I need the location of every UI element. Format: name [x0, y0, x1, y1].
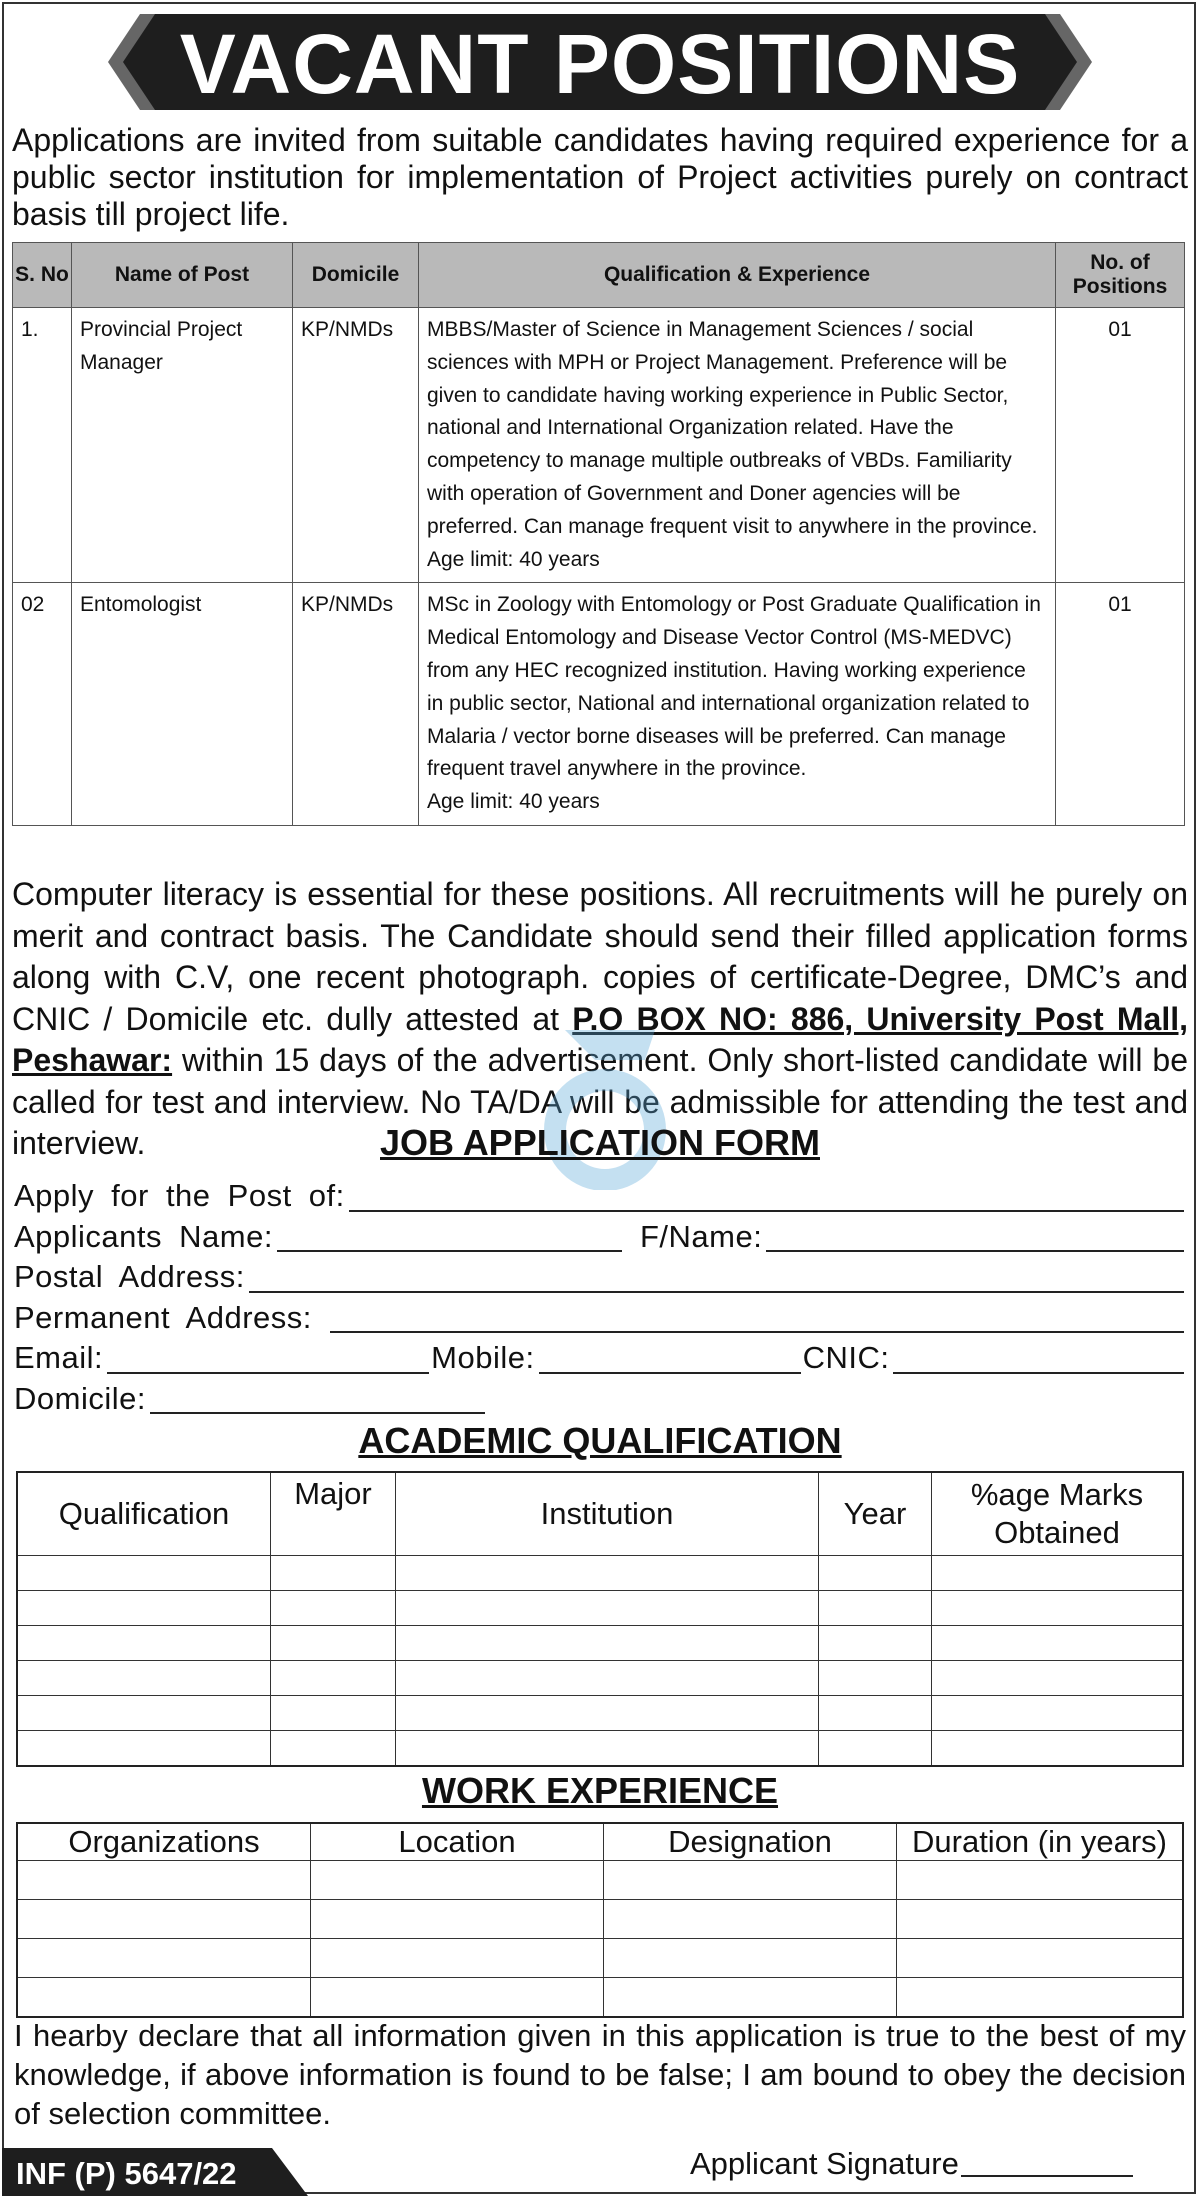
academic-cell[interactable]	[17, 1661, 271, 1696]
form-row-name	[14, 1217, 1186, 1258]
academic-row	[17, 1661, 1183, 1696]
academic-cell[interactable]	[396, 1591, 819, 1626]
apply-for-field[interactable]	[349, 1182, 1184, 1212]
work-row	[17, 1978, 1183, 2018]
work-cell[interactable]	[311, 1861, 604, 1900]
applicant-name-field[interactable]	[277, 1222, 622, 1252]
page-title: VACANT POSITIONS	[179, 17, 1021, 111]
form-row-permanent	[14, 1298, 1186, 1339]
instructions-part-1: Computer literacy is essential for these positions. All recruitments will he purely on merit and contract basis. The Candidate should send their filled application forms along with C.V, one recent photograph. copies of certificate-Degree, DMC’s and CNIC / Domicile etc. dully attested at	[12, 876, 1188, 1037]
form-row-domicile	[14, 1379, 1186, 1420]
academic-cell[interactable]	[271, 1696, 396, 1731]
academic-cell[interactable]	[932, 1626, 1184, 1661]
academic-row	[17, 1731, 1183, 1767]
row-post: Entomologist	[72, 583, 293, 826]
row-post: Provincial Project Manager	[72, 308, 293, 583]
age-limit: Age limit: 40 years	[427, 547, 600, 571]
mobile-field[interactable]	[539, 1344, 801, 1374]
work-header-organizations: Organizations	[17, 1823, 311, 1861]
academic-cell[interactable]	[396, 1661, 819, 1696]
application-form	[14, 1176, 1186, 1419]
work-cell[interactable]	[604, 1939, 897, 1978]
work-cell[interactable]	[897, 1861, 1184, 1900]
academic-cell[interactable]	[819, 1556, 932, 1591]
work-row	[17, 1939, 1183, 1978]
postal-address-label: Postal Address:	[14, 1259, 245, 1294]
row-positions: 01	[1056, 308, 1185, 583]
work-cell[interactable]	[897, 1900, 1184, 1939]
applicant-name-label: Applicants Name:	[14, 1218, 273, 1254]
work-header-designation: Designation	[604, 1823, 897, 1861]
academic-cell[interactable]	[932, 1556, 1184, 1591]
academic-cell[interactable]	[932, 1591, 1184, 1626]
work-cell[interactable]	[604, 1861, 897, 1900]
instructions-part-2: within 15 days of the advertisement. Only short-listed candidate will be called for test and interview. No TA/DA will be admissible for attending the test and interview.	[12, 1042, 1189, 1161]
academic-header-major: Major	[271, 1472, 396, 1556]
academic-cell[interactable]	[819, 1696, 932, 1731]
intro-paragraph: Applications are invited from suitable candidates having required experience for a public sector institution for implementation of Project activities purely on contract basis till project life.	[12, 122, 1188, 232]
academic-header-row	[17, 1472, 1183, 1556]
work-cell[interactable]	[311, 1900, 604, 1939]
academic-cell[interactable]	[932, 1731, 1184, 1767]
academic-cell[interactable]	[819, 1731, 932, 1767]
row-sno: 02	[13, 583, 72, 826]
declaration-text: I hearby declare that all information given in this application is true to the best of my knowledge, if above information is found to be false; I am bound to obey the decision of selection committee.	[14, 2018, 1186, 2131]
row-domicile: KP/NMDs	[293, 583, 419, 826]
mobile-label: Mobile:	[431, 1340, 535, 1375]
academic-cell[interactable]	[271, 1591, 396, 1626]
academic-row	[17, 1696, 1183, 1731]
age-limit: Age limit: 40 years	[427, 790, 600, 814]
work-header-row	[17, 1823, 1183, 1861]
work-cell[interactable]	[897, 1978, 1184, 2018]
form-title: JOB APPLICATION FORM	[380, 1122, 820, 1163]
table-row	[13, 308, 1185, 583]
permanent-address-field[interactable]	[330, 1303, 1184, 1333]
academic-cell[interactable]	[271, 1556, 396, 1591]
academic-cell[interactable]	[932, 1661, 1184, 1696]
form-row-post	[14, 1176, 1186, 1217]
work-row	[17, 1861, 1183, 1900]
row-qualification	[419, 308, 1056, 583]
header-qualification: Qualification & Experience	[419, 243, 1056, 308]
academic-header-year: Year	[819, 1472, 932, 1556]
academic-header-institution: Institution	[396, 1472, 819, 1556]
row-positions: 01	[1056, 583, 1185, 826]
header-banner	[0, 0, 1200, 120]
postal-address-field[interactable]	[249, 1263, 1184, 1293]
row-qualification	[419, 583, 1056, 826]
work-cell[interactable]	[311, 1978, 604, 2018]
reference-tag	[2, 2148, 312, 2196]
cnic-field[interactable]	[893, 1344, 1184, 1374]
work-cell[interactable]	[604, 1978, 897, 2018]
signature-label: Applicant Signature	[690, 2146, 959, 2181]
academic-cell[interactable]	[17, 1626, 271, 1661]
academic-cell[interactable]	[819, 1626, 932, 1661]
academic-row	[17, 1591, 1183, 1626]
header-domicile: Domicile	[293, 243, 419, 308]
qualification-text: MBBS/Master of Science in Management Sciences / social sciences with MPH or Project Management. Preference will be given to candidate having working experience in Public Sector, national and International Organization related. Have the competency to manage multiple outbreaks of VBDs. Familiarity with operation of Government and Doner agencies will be preferred. Can manage frequent visit to anywhere in the province.	[427, 318, 1038, 538]
work-cell[interactable]	[17, 1900, 311, 1939]
row-domicile: KP/NMDs	[293, 308, 419, 583]
email-field[interactable]	[107, 1344, 429, 1374]
academic-cell[interactable]	[17, 1696, 271, 1731]
work-cell[interactable]	[17, 1939, 311, 1978]
father-name-field[interactable]	[766, 1222, 1184, 1252]
academic-header-qualification: Qualification	[17, 1472, 271, 1556]
academic-cell[interactable]	[819, 1591, 932, 1626]
postal-address-highlight: P.O BOX NO: 886, University Post Mall, Peshawar:	[12, 1000, 1189, 1078]
positions-header-row	[13, 243, 1185, 308]
academic-row	[17, 1556, 1183, 1591]
form-row-postal	[14, 1257, 1186, 1298]
academic-cell[interactable]	[396, 1731, 819, 1767]
header-post: Name of Post	[72, 243, 293, 308]
permanent-address-label: Permanent Address:	[14, 1299, 312, 1335]
work-header-location: Location	[311, 1823, 604, 1861]
domicile-label: Domicile:	[14, 1380, 146, 1416]
academic-table	[16, 1471, 1184, 1767]
domicile-field[interactable]	[150, 1384, 485, 1414]
academic-title: ACADEMIC QUALIFICATION	[358, 1420, 842, 1461]
work-cell[interactable]	[897, 1939, 1184, 1978]
signature-field[interactable]	[961, 2175, 1133, 2177]
academic-cell[interactable]	[271, 1661, 396, 1696]
reference-number: INF (P) 5647/22	[16, 2156, 237, 2191]
academic-cell[interactable]	[396, 1556, 819, 1591]
work-row	[17, 1900, 1183, 1939]
cnic-label: CNIC:	[802, 1340, 890, 1375]
positions-table	[12, 242, 1185, 826]
academic-cell[interactable]	[819, 1661, 932, 1696]
row-sno: 1.	[13, 308, 72, 583]
academic-cell[interactable]	[396, 1626, 819, 1661]
academic-cell[interactable]	[271, 1731, 396, 1767]
email-label: Email:	[14, 1340, 104, 1375]
signature-block	[690, 2146, 1133, 2182]
table-row	[13, 583, 1185, 826]
work-header-duration: Duration (in years)	[897, 1823, 1184, 1861]
father-name-label: F/Name:	[639, 1218, 763, 1254]
academic-header-marks: %age Marks Obtained	[932, 1472, 1184, 1556]
work-cell[interactable]	[17, 1978, 311, 2018]
academic-cell[interactable]	[396, 1696, 819, 1731]
academic-cell[interactable]	[17, 1591, 271, 1626]
apply-for-label: Apply for the Post of:	[14, 1178, 345, 1213]
academic-cell[interactable]	[17, 1556, 271, 1591]
academic-cell[interactable]	[932, 1696, 1184, 1731]
academic-row	[17, 1626, 1183, 1661]
work-table	[16, 1822, 1184, 2018]
work-title: WORK EXPERIENCE	[421, 1770, 779, 1811]
form-row-contact	[14, 1338, 1186, 1379]
qualification-text: MSc in Zoology with Entomology or Post Graduate Qualification in Medical Entomology and Disease Vector Control (MS-MEDVC) from any HEC recognized institution. Having working experience in public sector, National and international organization related to Malaria / vector borne diseases will be preferred. Can manage frequent travel anywhere in the province.	[427, 593, 1041, 781]
academic-cell[interactable]	[271, 1626, 396, 1661]
work-cell[interactable]	[311, 1939, 604, 1978]
header-positions: No. of Positions	[1056, 243, 1185, 308]
header-sno: S. No	[13, 243, 72, 308]
work-cell[interactable]	[604, 1900, 897, 1939]
academic-cell[interactable]	[17, 1731, 271, 1767]
work-cell[interactable]	[17, 1861, 311, 1900]
